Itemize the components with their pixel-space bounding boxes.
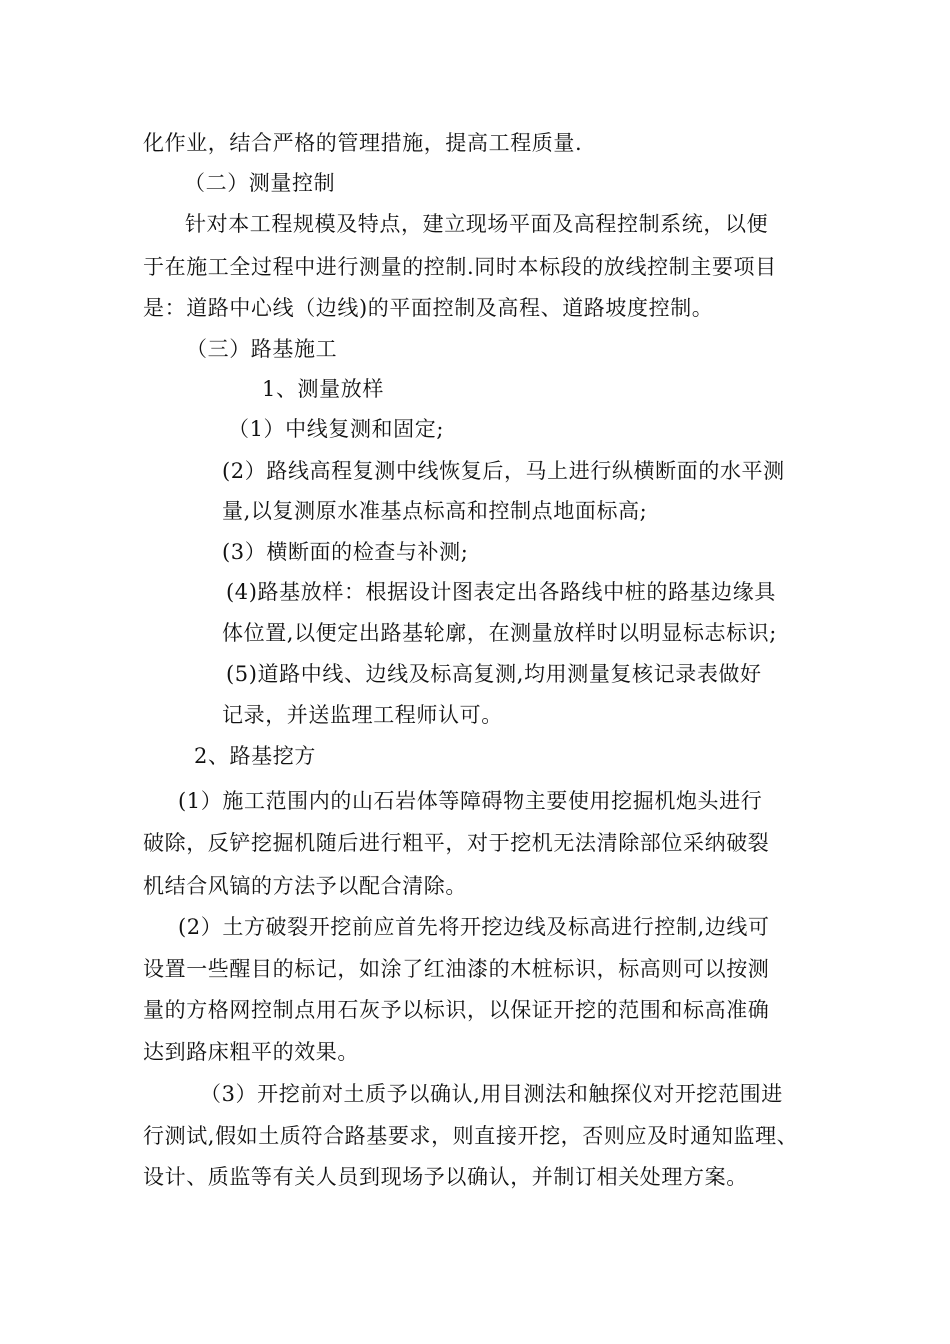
text-line: 设计、质监等有关人员到现场予以确认，并制订相关处理方案。 [143,1165,748,1189]
list-item: （3）开挖前对土质予以确认,用目测法和触探仪对开挖范围进 [200,1082,783,1106]
text-line: 设置一些醒目的标记，如涂了红油漆的木桩标识，标高则可以按测 [143,957,770,981]
text-line: 是：道路中心线（边线)的平面控制及高程、道路坡度控制。 [143,296,714,320]
section-heading: （二）测量控制 [184,171,336,195]
subsection-heading: 2、路基挖方 [194,744,316,768]
text-line: 记录，并送监理工程师认可。 [222,703,503,727]
list-item: (1）施工范围内的山石岩体等障碍物主要使用挖掘机炮头进行 [178,789,763,813]
text-line: 化作业，结合严格的管理措施，提高工程质量. [143,131,583,155]
text-line: 于在施工全过程中进行测量的控制.同时本标段的放线控制主要项目 [143,255,777,279]
list-item: (3）横断面的检查与补测; [222,540,469,564]
list-item: (2）路线高程复测中线恢复后，马上进行纵横断面的水平测 [222,459,785,483]
text-line: 针对本工程规模及特点，建立现场平面及高程控制系统，以便 [185,212,769,236]
section-heading: （三）路基施工 [186,337,338,361]
list-item: （1）中线复测和固定; [228,417,445,441]
text-line: 机结合风镐的方法予以配合清除。 [143,874,467,898]
list-item: (2）土方破裂开挖前应首先将开挖边线及标高进行控制,边线可 [178,915,770,939]
text-line: 达到路床粗平的效果。 [143,1040,359,1064]
text-line: 行测试,假如土质符合路基要求，则直接开挖，否则应及时通知监理、 [143,1124,799,1148]
subsection-heading: 1、测量放样 [262,377,384,401]
text-line: 量的方格网控制点用石灰予以标识，以保证开挖的范围和标高准确 [143,998,770,1022]
text-line: 体位置,以便定出路基轮廓，在测量放样时以明显标志标识; [222,621,777,645]
list-item: (5)道路中线、边线及标高复测,均用测量复核记录表做好 [226,662,762,686]
list-item: (4)路基放样：根据设计图表定出各路线中桩的路基边缘具 [226,580,776,604]
text-line: 量,以复测原水准基点标高和控制点地面标高; [222,499,648,523]
text-line: 破除，反铲挖掘机随后进行粗平，对于挖机无法清除部位采纳破裂 [143,831,770,855]
